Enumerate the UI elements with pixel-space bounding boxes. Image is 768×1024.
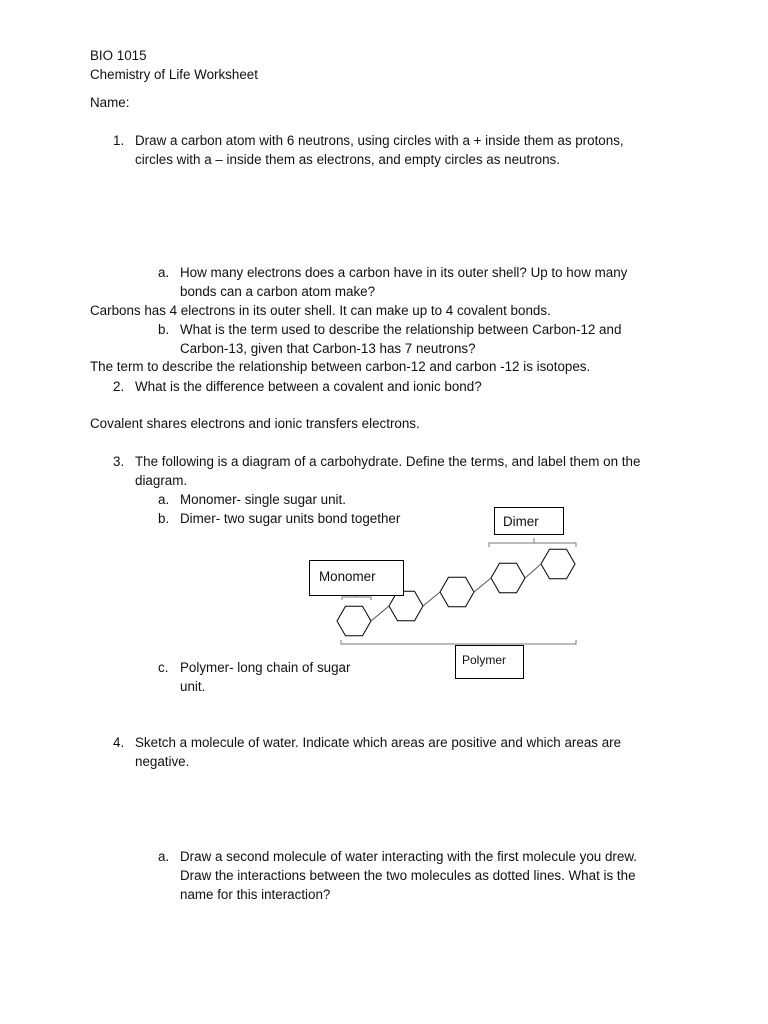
q1b-marker: b. <box>158 322 170 337</box>
q2-text: What is the difference between a covalent and ionic bond? <box>135 379 482 394</box>
q2-number: 2. <box>113 379 125 394</box>
q3-text-line2: diagram. <box>135 473 188 488</box>
q3b-text: Dimer- two sugar units bond together <box>180 511 401 526</box>
q1a-text-line2: bonds can a carbon atom make? <box>180 284 376 299</box>
q1a-marker: a. <box>158 265 170 280</box>
q3a-text: Monomer- single sugar unit. <box>180 492 346 507</box>
q3c-marker: c. <box>158 660 169 675</box>
q1b-text-line2: Carbon-13, given that Carbon-13 has 7 neutrons? <box>180 341 476 356</box>
glycosidic-bond-4 <box>525 564 541 578</box>
q3c-text-line1: Polymer- long chain of sugar <box>180 660 351 675</box>
q4a-text-line1: Draw a second molecule of water interacting with the first molecule you drew. <box>180 849 637 864</box>
q1-text-line2: circles with a – inside them as electrons, and empty circles as neutrons. <box>135 152 560 167</box>
polymer-label-box <box>455 645 524 679</box>
worksheet-title: Chemistry of Life Worksheet <box>90 67 258 82</box>
q4a-marker: a. <box>158 849 170 864</box>
sugar-ring-3 <box>440 577 474 606</box>
glycosidic-bond-3 <box>474 578 491 592</box>
q1b-answer: The term to describe the relationship between carbon-12 and carbon -12 is isotopes. <box>90 359 591 374</box>
q3a-marker: a. <box>158 492 170 507</box>
course-code: BIO 1015 <box>90 48 147 63</box>
dimer-bracket <box>489 538 576 547</box>
dimer-label-box <box>494 507 564 535</box>
q2-answer: Covalent shares electrons and ionic transfers electrons. <box>90 416 420 431</box>
q3c-text-line2: unit. <box>180 679 206 694</box>
q1b-text-line1: What is the term used to describe the relationship between Carbon-12 and <box>180 322 622 337</box>
q1a-text-line1: How many electrons does a carbon have in its outer shell? Up to how many <box>180 265 628 280</box>
dimer-label: Dimer <box>503 514 539 529</box>
q1a-answer: Carbons has 4 electrons in its outer shell. It can make up to 4 covalent bonds. <box>90 303 551 318</box>
monomer-label: Monomer <box>319 569 376 584</box>
monomer-label-box <box>309 560 404 596</box>
sugar-ring-5 <box>541 549 575 578</box>
q1-number: 1. <box>113 133 125 148</box>
name-label: Name: <box>90 95 130 110</box>
q3-number: 3. <box>113 454 125 469</box>
q4-text-line1: Sketch a molecule of water. Indicate which areas are positive and which areas are <box>135 735 622 750</box>
q4-number: 4. <box>113 735 125 750</box>
q3-text-line1: The following is a diagram of a carbohydrate. Define the terms, and label them on the <box>135 454 641 469</box>
q4-text-line2: negative. <box>135 754 190 769</box>
glycosidic-bond-2 <box>423 592 440 606</box>
q1-text-line1: Draw a carbon atom with 6 neutrons, using circles with a + inside them as protons, <box>135 133 624 148</box>
q4a-text-line3: name for this interaction? <box>180 887 331 902</box>
glycosidic-bond-1 <box>371 606 389 621</box>
sugar-ring-4 <box>491 563 525 592</box>
q4a-text-line2: Draw the interactions between the two molecules as dotted lines. What is the <box>180 868 636 883</box>
q3b-marker: b. <box>158 511 170 526</box>
polymer-label: Polymer <box>462 653 507 667</box>
sugar-ring-1 <box>337 606 371 635</box>
